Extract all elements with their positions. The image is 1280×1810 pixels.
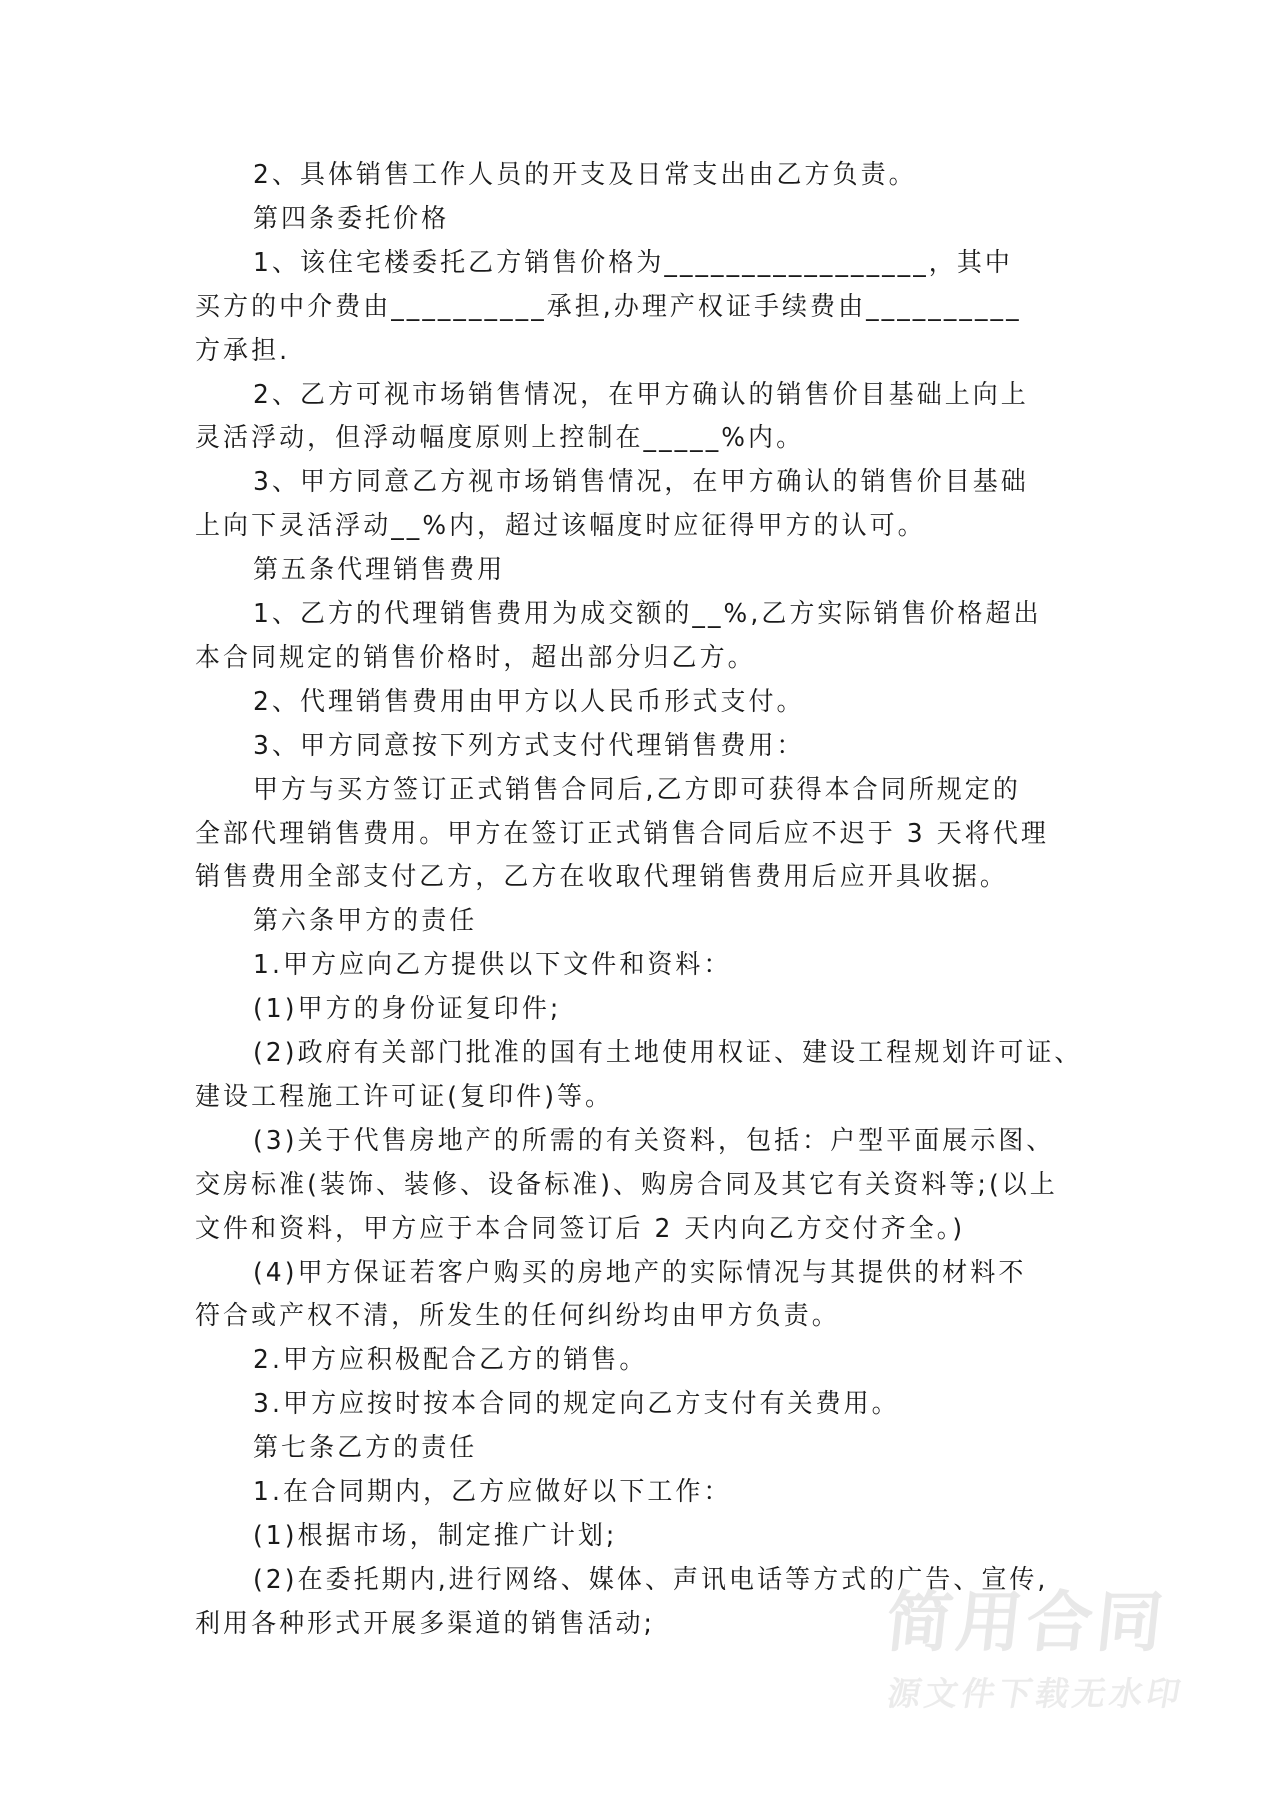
document-line: 全部代理销售费用。甲方在签订正式销售合同后应不迟于 3 天将代理 xyxy=(195,818,1049,849)
document-line: 第四条委托价格 xyxy=(253,203,450,234)
document-line: 第五条代理销售费用 xyxy=(253,555,506,586)
document-line: (2)在委托期内,进行网络、媒体、声讯电话等方式的广告、宣传, xyxy=(253,1564,1049,1595)
document-line: 3、甲方同意按下列方式支付代理销售费用： xyxy=(253,730,805,761)
document-line: 销售费用全部支付乙方，乙方在收取代理销售费用后应开具收据。 xyxy=(195,862,1008,893)
document-line: 上向下灵活浮动__%内，超过该幅度时应征得甲方的认可。 xyxy=(195,511,926,542)
document-line: 3、甲方同意乙方视市场销售情况，在甲方确认的销售价目基础 xyxy=(253,467,1029,498)
document-line: 灵活浮动，但浮动幅度原则上控制在_____%内。 xyxy=(195,423,805,454)
document-line: 建设工程施工许可证(复印件)等。 xyxy=(195,1081,614,1112)
document-line: 第六条甲方的责任 xyxy=(253,906,478,937)
document-line: 2.甲方应积极配合乙方的销售。 xyxy=(253,1345,648,1376)
document-line: 甲方与买方签订正式销售合同后,乙方即可获得本合同所规定的 xyxy=(253,774,1021,805)
document-line: 文件和资料，甲方应于本合同签订后 2 天内向乙方交付齐全。) xyxy=(195,1213,966,1244)
document-line: 第七条乙方的责任 xyxy=(253,1433,478,1464)
document-line: (1)根据市场，制定推广计划; xyxy=(253,1520,618,1551)
document-line: 2、乙方可视市场销售情况，在甲方确认的销售价目基础上向上 xyxy=(253,379,1029,410)
document-line: 方承担. xyxy=(195,335,291,366)
document-line: (2)政府有关部门批准的国有土地使用权证、建设工程规划许可证、 xyxy=(253,1038,1083,1068)
document-line: 交房标准(装饰、装修、设备标准)、购房合同及其它有关资料等;(以上 xyxy=(195,1169,1058,1200)
document-line: 2、具体销售工作人员的开支及日常支出由乙方负责。 xyxy=(253,160,917,190)
document-line: 1、乙方的代理销售费用为成交额的__%,乙方实际销售价格超出 xyxy=(253,599,1042,629)
document-line: 买方的中介费由__________承担,办理产权证手续费由__________ xyxy=(195,291,1022,322)
document-line: 1.在合同期内，乙方应做好以下工作： xyxy=(253,1477,732,1507)
document-line: (3)关于代售房地产的所需的有关资料，包括：户型平面展示图、 xyxy=(253,1125,1055,1156)
watermark-title: 简用合同 xyxy=(882,1584,1171,1661)
document-line: 1.甲方应向乙方提供以下文件和资料： xyxy=(253,950,732,981)
document-line: 1、该住宅楼委托乙方销售价格为_________________，其中 xyxy=(253,247,1013,278)
document-line: (1)甲方的身份证复印件; xyxy=(253,994,562,1025)
document-line: 3.甲方应按时按本合同的规定向乙方支付有关费用。 xyxy=(253,1389,900,1420)
document-line: 本合同规定的销售价格时，超出部分归乙方。 xyxy=(195,642,756,673)
document-line: 利用各种形式开展多渠道的销售活动; xyxy=(195,1608,656,1639)
watermark-subtitle: 源文件下载无水印 xyxy=(884,1674,1188,1713)
document-line: 2、代理销售费用由甲方以人民币形式支付。 xyxy=(253,686,805,717)
document-line: (4)甲方保证若客户购买的房地产的实际情况与其提供的材料不 xyxy=(253,1257,1027,1288)
document-line: 符合或产权不清，所发生的任何纠纷均由甲方负责。 xyxy=(195,1301,840,1332)
